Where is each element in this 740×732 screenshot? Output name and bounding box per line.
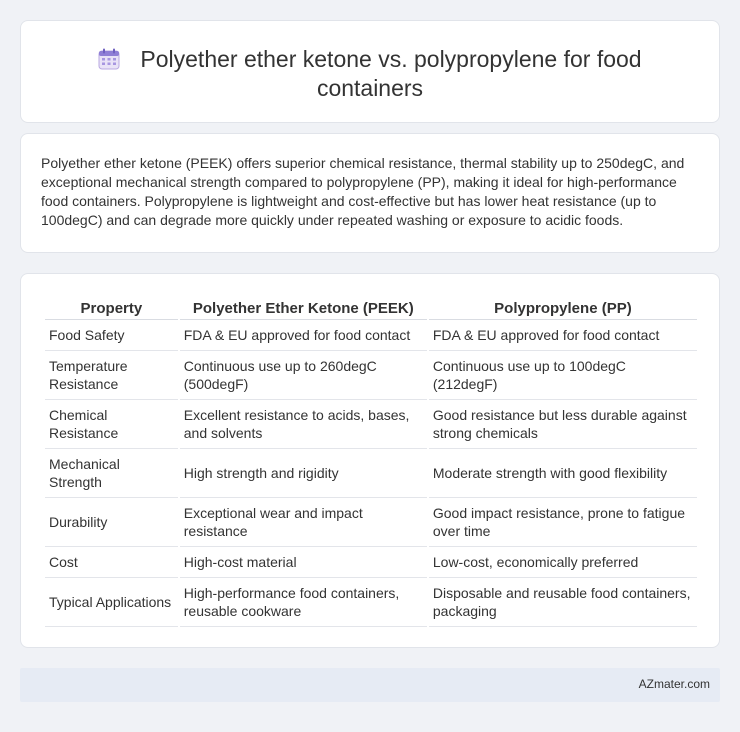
row-peek-value: Continuous use up to 260degC (500degF) — [180, 351, 427, 400]
row-pp-value: Continuous use up to 100degC (212degF) — [429, 351, 697, 400]
row-peek-value: Excellent resistance to acids, bases, and solvents — [180, 400, 427, 449]
table-row — [45, 498, 697, 547]
row-pp-value: Good resistance but less durable against strong chemicals — [429, 400, 697, 449]
table-row — [45, 400, 697, 449]
row-pp-value: Moderate strength with good flexibility — [429, 449, 697, 498]
page-title-wrap — [21, 45, 719, 103]
row-property: Typical Applications — [45, 578, 178, 627]
row-property: Chemical Resistance — [45, 400, 178, 449]
table-row — [45, 449, 697, 498]
row-peek-value: FDA & EU approved for food contact — [180, 320, 427, 351]
title-card — [20, 20, 720, 123]
row-peek-value: High-performance food containers, reusable cookware — [180, 578, 427, 627]
page-title: Polyether ether ketone vs. polypropylene for food containers — [140, 46, 642, 101]
row-property: Food Safety — [45, 320, 178, 351]
row-property: Mechanical Strength — [45, 449, 178, 498]
footer-site-link[interactable]: AZmater.com — [638, 677, 710, 691]
table-header-row — [45, 296, 697, 320]
comparison-table — [43, 296, 699, 627]
header-pp: Polypropylene (PP) — [429, 296, 697, 320]
row-pp-value: Good impact resistance, prone to fatigue over time — [429, 498, 697, 547]
table-row — [45, 547, 697, 578]
row-peek-value: High strength and rigidity — [180, 449, 427, 498]
summary-text: Polyether ether ketone (PEEK) offers superior chemical resistance, thermal stability up to 250degC, and exceptional mechanical strength compared to polypropylene (PP), making it ideal for high-performance food containers. Polypropylene is lightweight and cost-effective but has lower heat resistance (up to 100degC) and can degrade more quickly under repeated washing or exposure to acidic foods. — [41, 155, 685, 228]
row-property: Cost — [45, 547, 178, 578]
row-pp-value: FDA & EU approved for food contact — [429, 320, 697, 351]
row-peek-value: High-cost material — [180, 547, 427, 578]
row-property: Durability — [45, 498, 178, 547]
header-peek: Polyether Ether Ketone (PEEK) — [180, 296, 427, 320]
table-row — [45, 351, 697, 400]
row-peek-value: Exceptional wear and impact resistance — [180, 498, 427, 547]
table-row — [45, 578, 697, 627]
table-row — [45, 320, 697, 351]
row-property: Temperature Resistance — [45, 351, 178, 400]
footer-bar — [20, 668, 720, 702]
comparison-card — [20, 273, 720, 648]
row-pp-value: Disposable and reusable food containers, packaging — [429, 578, 697, 627]
row-pp-value: Low-cost, economically preferred — [429, 547, 697, 578]
calendar-icon — [98, 48, 120, 70]
header-property: Property — [45, 296, 178, 320]
summary-card — [20, 133, 720, 253]
